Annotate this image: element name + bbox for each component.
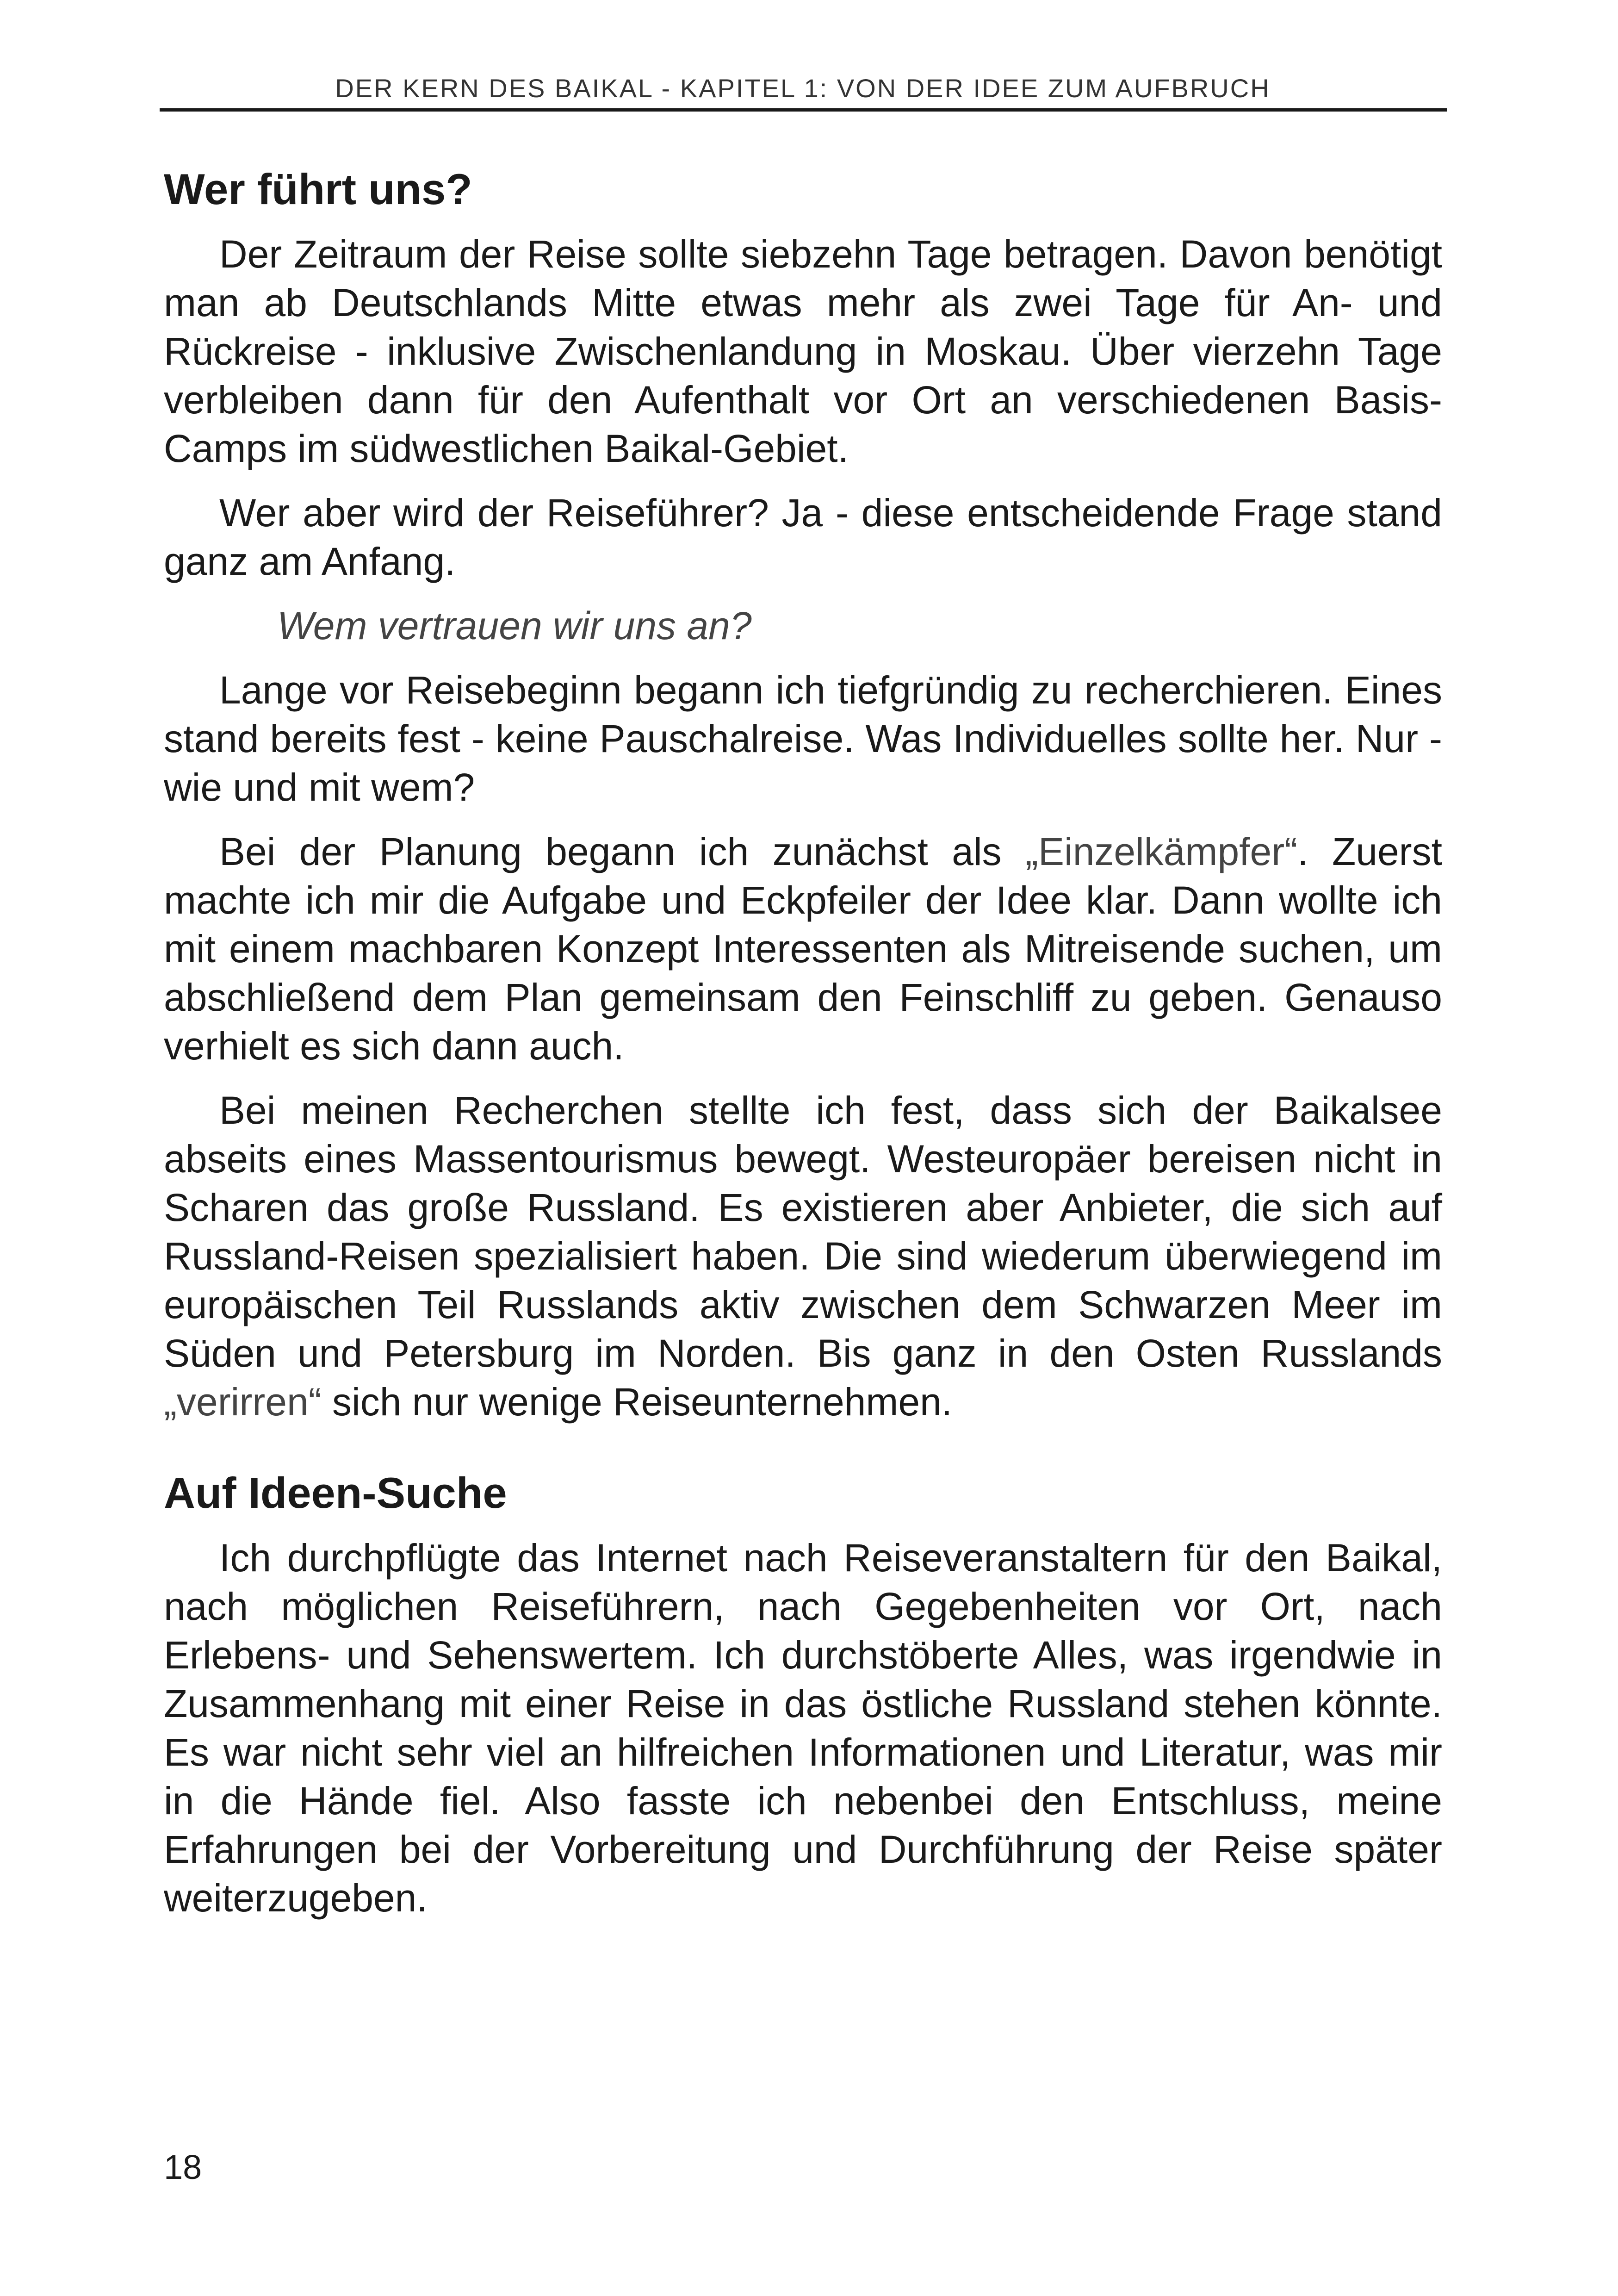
running-header: DER KERN DES BAIKAL - KAPITEL 1: VON DER IDEE ZUM AUFBRUCH [335,74,1271,103]
page-number: 18 [164,2148,202,2186]
page-body [164,164,1442,1923]
paragraph-text: . Zuerst machte ich mir die Aufgabe und Eckpfeiler der Idee klar. Dann wollte ich mit einem machbaren Konzept Interessenten als Mitreisende suchen, um abschließend dem Plan gemeinsam den Feinschliff zu geben. Genauso verhielt es sich dann auch. [164,830,1442,1068]
paragraph: Der Zeitraum der Reise sollte siebzehn Tage betragen. Davon benötigt man ab Deutschlands Mitte etwas mehr als zwei Tage für An- und Rückreise - inklusive Zwischenlandung in Moskau. Über vierzehn Tage verbleiben dann für den Aufenthalt vor Ort an verschiedenen Basis-Camps im südwestlichen Baikal-Gebiet. [164,232,1442,471]
paragraph: Lange vor Reisebeginn begann ich tiefgründig zu recherchieren. Eines stand bereits fest - keine Pauschalreise. Was Individuelles sollte her. Nur - wie und mit wem? [164,668,1442,809]
paragraph [164,828,1442,1070]
paragraph-text: sich nur wenige Reiseunternehmen. [321,1380,953,1424]
quoted-term: „verirren“ [164,1380,322,1424]
italic-question: Wem vertrauen wir uns an? [277,604,752,648]
section-heading: Auf Ideen-Suche [164,1468,507,1518]
quoted-term: „Einzelkämpfer“ [1025,830,1298,874]
paragraph-text: Bei der Planung begann ich zunächst als [219,830,1026,874]
header-rule [160,108,1447,112]
paragraph [164,1086,1442,1426]
section-wer-fuehrt-uns [164,164,1442,1426]
paragraph: Ich durchpflügte das Internet nach Reiseveranstaltern für den Baikal, nach möglichen Reiseführern, nach Gegebenheiten vor Ort, nach Erlebens- und Sehenswertem. Ich durchstöberte Alles, was irgendwie in Zusammenhang mit einer Reise in das östliche Russland stehen könnte. Es war nicht sehr viel an hilfreichen Informationen und Literatur, was mir in die Hände fiel. Also fasste ich nebenbei den Entschluss, meine Erfahrungen bei der Vorbereitung und Durchführung der Reise später weiterzugeben. [164,1536,1442,1920]
paragraph-text: Bei meinen Recherchen stellte ich fest, dass sich der Baikalsee abseits eines Massentourismus bewegt. Westeuropäer bereisen nicht in Scharen das große Russland. Es existieren aber Anbieter, die sich auf Russland-Reisen spezialisiert haben. Die sind wiederum überwiegend im europäischen Teil Russlands aktiv zwischen dem Schwarzen Meer im Süden und Petersburg im Norden. Bis ganz in den Osten Russlands [164,1089,1442,1375]
section-auf-ideen-suche [164,1468,1442,1923]
section-heading: Wer führt uns? [164,165,472,213]
paragraph: Wer aber wird der Reiseführer? Ja - diese entscheidende Frage stand ganz am Anfang. [164,491,1442,584]
